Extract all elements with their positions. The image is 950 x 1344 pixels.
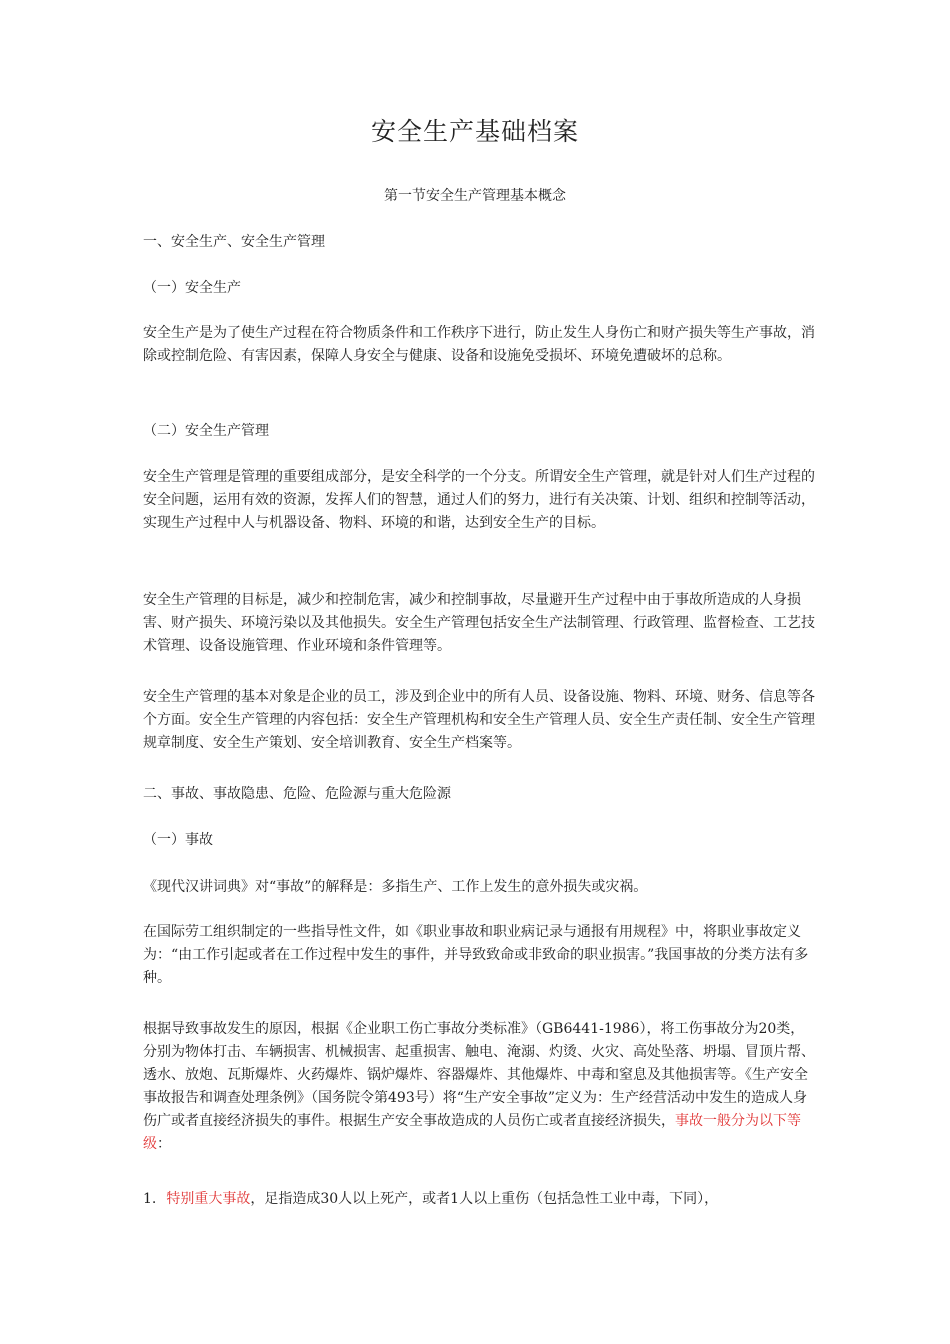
classification-text: 根据导致事故发生的原因，根据《企业职工伤亡事故分类标准》（GB6441-1986），将工伤事故分为20类，分别为物体打击、车辆损害、机械损害、起重损害、触电、淹溺、灼烫、火灾、高处坠落、坍塌、冒顶片帮、透水、放炮、瓦斯爆炸、火药爆炸、锅炉爆炸、容器爆炸、其他爆炸、中毒和窒息及其他损害等。《生产安全事故报告和调查处理条例》（国务院令第493号）将“生产安全事故”定义为：生产经营活动中发生的造成人身伤广或者直接经济损失的事件。根据生产安全事故造成的人员伤亡或者直接经济损失，: [143, 1021, 815, 1129]
level-1-text: ，足指造成30人以上死产，或者1人以上重伤（包括急性工业中毒，下同），: [250, 1191, 719, 1207]
list-number: 1.: [143, 1191, 157, 1207]
heading-2: 二、事故、事故隐患、危险、危险源与重大危险源: [143, 786, 451, 802]
paragraph-safety-management: 安全生产管理是管理的重要组成部分，是安全科学的一个分支。所谓安全生产管理，就是针对人们生产过程的安全问题，运用有效的资源，发挥人们的智慧，通过人们的努力，进行有关决策、计划、组织和控制等活动，实现生产过程中人与机器设备、物料、环境的和谐，达到安全生产的目标。: [143, 469, 815, 531]
heading-1: 一、安全生产、安全生产管理: [143, 234, 325, 250]
paragraph-accident-classification: [143, 1018, 815, 1156]
subheading-safety-management: （二）安全生产管理: [143, 423, 269, 439]
paragraph-safety-production: 安全生产是为了使生产过程在符合物质条件和工作秩序下进行，防止发生人身伤亡和财产损失等生产事故，消除或控制危险、有害因素，保障人身安全与健康、设备和设施免受损坏、环境免遭破坏的总称。: [143, 325, 815, 364]
document-title: 安全生产基础档案: [370, 117, 579, 146]
subheading-accident: （一）事故: [143, 832, 213, 848]
paragraph-management-objects: 安全生产管理的基本对象是企业的员工，涉及到企业中的所有人员、设备设施、物料、环境、财务、信息等各个方面。安全生产管理的内容包括：安全生产管理机构和安全生产管理人员、安全生产责任制、安全生产管理规章制度、安全生产策划、安全培训教育、安全生产档案等。: [143, 689, 815, 751]
accident-levels-highlight: 事故一般分为以下等级: [143, 1113, 801, 1152]
subheading-safety-production: （一）安全生产: [143, 280, 241, 296]
paragraph-dictionary-definition: 《现代汉讲词典》对“事故”的解释是：多指生产、工作上发生的意外损失或灾祸。: [143, 879, 648, 895]
section-title: 第一节安全生产管理基本概念: [384, 188, 566, 204]
paragraph-ilo-definition: 在国际劳工组织制定的一些指导性文件，如《职业事故和职业病记录与通报有用规程》中，将职业事故定义为：“由工作引起或者在工作过程中发生的事件，并导致致命或非致命的职业损害。”我国事故的分类方法有多种。: [143, 924, 809, 986]
level-1-highlight: 特别重大事故: [166, 1191, 251, 1207]
classification-colon: ：: [157, 1136, 171, 1152]
list-item-level-1: [143, 1188, 815, 1211]
paragraph-management-goal: 安全生产管理的目标是，减少和控制危害，减少和控制事故，尽量避开生产过程中由于事故所造成的人身损害、财产损失、环境污染以及其他损失。安全生产管理包括安全生产法制管理、行政管理、监督检查、工艺技术管理、设备设施管理、作业环境和条件管理等。: [143, 592, 815, 654]
